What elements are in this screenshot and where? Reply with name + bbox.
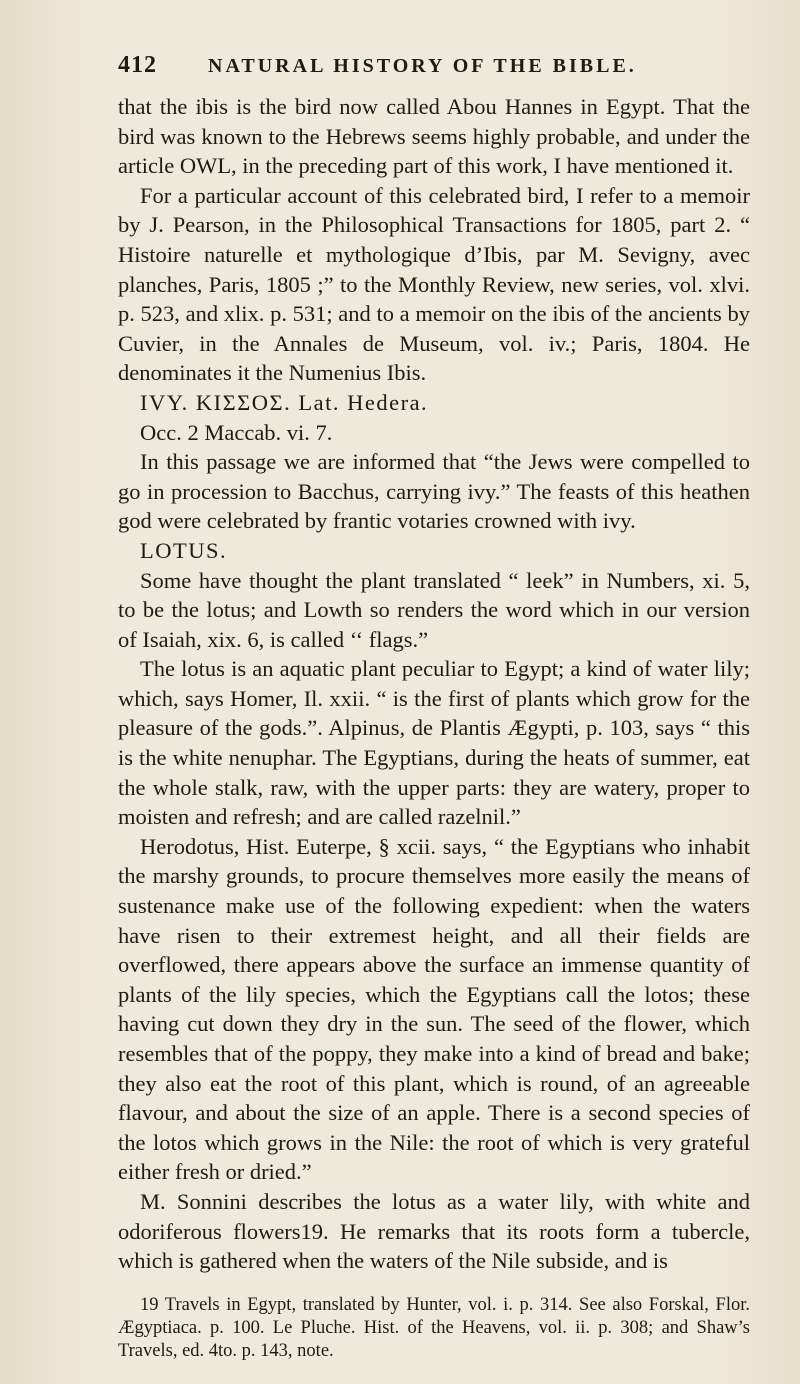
footnotes [118, 1294, 750, 1363]
page-header [118, 52, 750, 92]
occurrence-reference: Occ. 2 Maccab. vi. 7. [140, 419, 333, 445]
paragraph: The lotus is an aquatic plant peculiar to Egypt; a kind of water lily; which, says Homer, Il. xxii. “ is the first of plants which grow for the pleasure of the gods.”. Alpinus, de Plantis Ægypti, p. 103, says “ this is the white nenuphar. The Egyptians, during the heats of summer, eat the whole stalk, raw, with the upper parts: they are watery, proper to moisten and refresh; and are called razelnil.” [118, 656, 750, 830]
entry-heading-lotus: LOTUS. [140, 537, 228, 563]
entry-heading-ivy: IVY. ΚΙΣΣΟΣ. Lat. Hedera. [140, 389, 429, 415]
page-number: 412 [118, 52, 157, 78]
running-head: NATURAL HISTORY OF THE BIBLE. [208, 55, 637, 77]
paragraph: M. Sonnini describes the lotus as a water lily, with white and odoriferous flowers19. He remarks that its roots form a tubercle, which is gathered when the waters of the Nile subside, and is [118, 1188, 750, 1274]
paragraph: For a particular account of this celebrated bird, I refer to a memoir by J. Pearson, in the Philosophical Transactions for 1805, part 2. “ Histoire naturelle et mythologique d’Ibis, par M. Sevigny, avec planches, Paris, 1805 ;” to the Monthly Review, new series, vol. xlvi. p. 523, and xlix. p. 531; and to a memoir on the ibis of the ancients by Cuvier, in the Annales de Museum, vol. iv.; Paris, 1804. He denominates it the Numenius Ibis. [118, 182, 750, 386]
paragraph: Some have thought the plant translated “ leek” in Numbers, xi. 5, to be the lotus; and Lowth so renders the word which in our version of Isaiah, xix. 6, is called ‘‘ flags.” [118, 567, 750, 652]
footnote: 19 Travels in Egypt, translated by Hunter, vol. i. p. 314. See also Forskal, Flor. Ægyptiaca. p. 100. Le Pluche. Hist. of the Heavens, vol. ii. p. 308; and Shaw’s Travels, ed. 4to. p. 143, note. [118, 1294, 750, 1361]
paragraph: In this passage we are informed that “the Jews were compelled to go in procession to Bacchus, carrying ivy.” The feasts of this heathen god were celebrated by frantic votaries crowned with ivy. [118, 449, 750, 534]
body-text [118, 92, 750, 1276]
paragraph: Herodotus, Hist. Euterpe, § xcii. says, “ the Egyptians who inhabit the marshy grounds, to procure themselves more easily the means of sustenance make use of the following expedient: when the waters have risen to their extremest height, and all their fields are overflowed, there appears above the surface an immense quantity of plants of the lily species, which the Egyptians call the lotos; these having cut down they dry in the sun. The seed of the flower, which resembles that of the poppy, they make into a kind of bread and bake; they also eat the root of this plant, which is round, of an agreeable flavour, and about the size of an apple. There is a second species of the lotos which grows in the Nile: the root of which is very grateful either fresh or dried.” [118, 833, 750, 1185]
paragraph: that the ibis is the bird now called Abou Hannes in Egypt. That the bird was known to the Hebrews seems highly probable, and under the article OWL, in the preceding part of this work, I have mentioned it. [118, 94, 750, 179]
